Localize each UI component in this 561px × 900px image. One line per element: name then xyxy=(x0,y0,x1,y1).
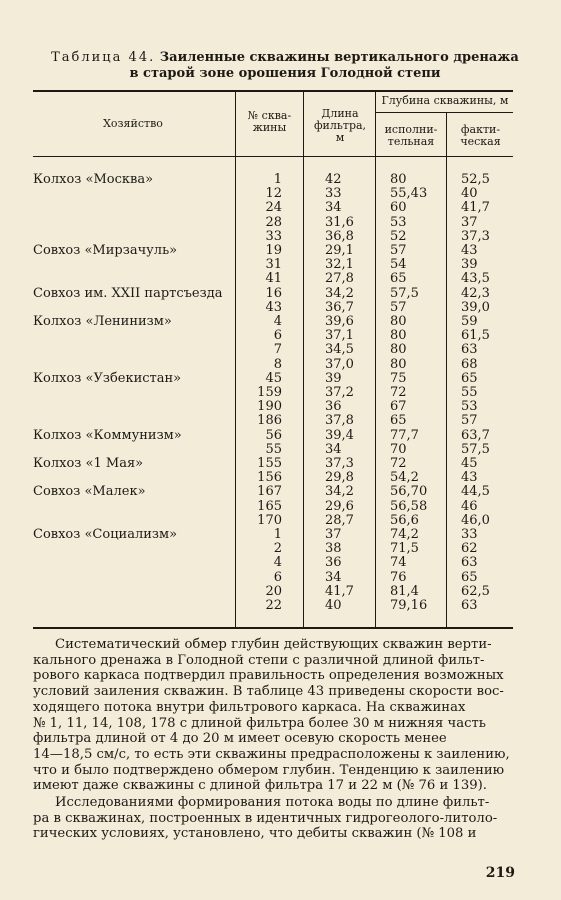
well-number-cell: 167 xyxy=(257,484,282,499)
table-number: Таблица 44. xyxy=(51,50,156,65)
actual-depth-cell: 65 xyxy=(461,570,478,585)
text-line: 14—18,5 см/с, то есть эти скважины предрасположены к заилению, xyxy=(33,746,510,762)
paragraph-2 xyxy=(33,795,513,842)
design-depth-cell: 77,7 xyxy=(390,428,419,443)
design-depth-cell: 57,5 xyxy=(390,286,419,301)
farm-name-cell: Колхоз «Ленинизм» xyxy=(33,314,172,329)
actual-depth-cell: 68 xyxy=(461,357,478,372)
well-number-cell: 190 xyxy=(257,399,282,414)
table-bottom-rule xyxy=(33,627,513,629)
actual-depth-cell: 63 xyxy=(461,598,478,613)
filter-length-cell: 39,4 xyxy=(325,428,354,443)
header-well-number-line1: № сква- xyxy=(247,109,292,122)
actual-depth-cell: 42,3 xyxy=(461,286,490,301)
text-line: гических условиях, установлено, что дебиты скважин (№ 108 и xyxy=(33,826,477,842)
well-number-cell: 1 xyxy=(273,172,282,187)
design-depth-cell: 74 xyxy=(390,555,407,570)
header-design-depth-line1: исполни- xyxy=(384,123,438,136)
well-number-cell: 7 xyxy=(273,342,282,357)
filter-length-cell: 34 xyxy=(325,570,342,585)
design-depth-cell: 81,4 xyxy=(390,584,419,599)
well-number-cell: 8 xyxy=(273,357,282,372)
depth-group-rule xyxy=(375,112,513,113)
farm-name-cell: Совхоз «Малек» xyxy=(33,484,146,499)
page-number: 219 xyxy=(485,865,515,881)
filter-length-cell: 29,1 xyxy=(325,243,354,258)
well-number-cell: 16 xyxy=(265,286,282,301)
farm-name-cell: Совхоз им. XXII партсъезда xyxy=(33,286,223,301)
design-depth-cell: 56,58 xyxy=(390,499,428,514)
column-divider-depth xyxy=(446,113,447,627)
header-actual-depth-line2: ческая xyxy=(460,135,501,148)
design-depth-cell: 80 xyxy=(390,314,407,329)
header-bottom-rule xyxy=(33,156,513,157)
design-depth-cell: 60 xyxy=(390,200,407,215)
header-actual-depth-line1: факти- xyxy=(460,123,501,136)
well-number-cell: 19 xyxy=(265,243,282,258)
filter-length-cell: 37,0 xyxy=(325,357,354,372)
design-depth-cell: 80 xyxy=(390,328,407,343)
text-line: имеют даже скважины с длиной фильтра 17 и 22 м (№ 76 и 139). xyxy=(33,778,487,794)
table-title-line1: Заиленные скважины вертикального дренажа xyxy=(159,50,519,65)
filter-length-cell: 37,3 xyxy=(325,456,354,471)
design-depth-cell: 54 xyxy=(390,257,407,272)
well-number-cell: 41 xyxy=(265,271,282,286)
text-line: рового каркаса подтвердил правильность определения возможных xyxy=(33,668,504,684)
actual-depth-cell: 63 xyxy=(461,555,478,570)
filter-length-cell: 34,2 xyxy=(325,484,354,499)
design-depth-cell: 56,70 xyxy=(390,484,428,499)
actual-depth-cell: 63,7 xyxy=(461,428,490,443)
well-number-cell: 24 xyxy=(265,200,282,215)
design-depth-cell: 72 xyxy=(390,456,407,471)
design-depth-cell: 54,2 xyxy=(390,470,419,485)
farm-name-cell: Колхоз «Москва» xyxy=(33,172,154,187)
well-number-cell: 33 xyxy=(265,229,282,244)
design-depth-cell: 80 xyxy=(390,342,407,357)
text-line: ра в скважинах, построенных в идентичных гидрогеолого-литоло- xyxy=(33,810,498,826)
header-well-number-line2: жины xyxy=(252,121,287,134)
filter-length-cell: 36 xyxy=(325,555,342,570)
well-number-cell: 4 xyxy=(273,314,282,329)
actual-depth-cell: 46 xyxy=(461,499,478,514)
actual-depth-cell: 46,0 xyxy=(461,513,490,528)
design-depth-cell: 52 xyxy=(390,229,407,244)
filter-length-cell: 37,1 xyxy=(325,328,354,343)
filter-length-cell: 36,8 xyxy=(325,229,354,244)
text-line: № 1, 11, 14, 108, 178 с длиной фильтра более 30 м нижняя часть xyxy=(33,715,486,731)
well-number-cell: 186 xyxy=(257,413,282,428)
well-number-cell: 4 xyxy=(273,555,282,570)
column-divider-number xyxy=(303,92,304,627)
filter-length-cell: 34,5 xyxy=(325,342,354,357)
text-line: фильтра длиной от 4 до 20 м имеет осевую скорость менее xyxy=(33,731,447,747)
filter-length-cell: 34,2 xyxy=(325,286,354,301)
well-number-cell: 31 xyxy=(265,257,282,272)
text-line: кального дренажа в Голодной степи с различной длиной фильт- xyxy=(33,652,485,668)
actual-depth-cell: 37,3 xyxy=(461,229,490,244)
well-number-cell: 12 xyxy=(265,186,282,201)
actual-depth-cell: 61,5 xyxy=(461,328,490,343)
column-divider-farm xyxy=(235,92,236,627)
filter-length-cell: 29,6 xyxy=(325,499,354,514)
actual-depth-cell: 63 xyxy=(461,342,478,357)
filter-length-cell: 34 xyxy=(325,200,342,215)
well-number-cell: 20 xyxy=(265,584,282,599)
column-divider-length xyxy=(375,92,376,627)
design-depth-cell: 75 xyxy=(390,371,407,386)
actual-depth-cell: 55 xyxy=(461,385,478,400)
farm-name-cell: Колхоз «Коммунизм» xyxy=(33,428,182,443)
design-depth-cell: 67 xyxy=(390,399,407,414)
design-depth-cell: 79,16 xyxy=(390,598,428,613)
filter-length-cell: 32,1 xyxy=(325,257,354,272)
header-farm: Хозяйство xyxy=(103,117,163,130)
well-number-cell: 170 xyxy=(257,513,282,528)
filter-length-cell: 38 xyxy=(325,541,342,556)
filter-length-cell: 37 xyxy=(325,527,342,542)
farm-name-cell: Совхоз «Социализм» xyxy=(33,527,178,542)
table-title-line2: в старой зоне орошения Голодной степи xyxy=(129,66,441,81)
actual-depth-cell: 59 xyxy=(461,314,478,329)
farm-name-cell: Колхоз «Узбекистан» xyxy=(33,371,182,386)
design-depth-cell: 57 xyxy=(390,300,407,315)
filter-length-cell: 37,8 xyxy=(325,413,354,428)
design-depth-cell: 71,5 xyxy=(390,541,419,556)
header-depth-group: Глубина скважины, м xyxy=(381,94,509,107)
design-depth-cell: 80 xyxy=(390,172,407,187)
text-line: что и было подтверждено обмером глубин. Тенденцию к заилению xyxy=(33,762,505,778)
design-depth-cell: 76 xyxy=(390,570,407,585)
text-line: Исследованиями формирования потока воды по длине фильт- xyxy=(55,795,490,810)
text-line: условий заиления скважин. В таблице 43 приведены скорости вос- xyxy=(33,684,504,700)
actual-depth-cell: 33 xyxy=(461,527,478,542)
filter-length-cell: 31,6 xyxy=(325,215,354,230)
actual-depth-cell: 62,5 xyxy=(461,584,490,599)
actual-depth-cell: 65 xyxy=(461,371,478,386)
filter-length-cell: 41,7 xyxy=(325,584,354,599)
well-number-cell: 165 xyxy=(257,499,282,514)
filter-length-cell: 37,2 xyxy=(325,385,354,400)
farm-name-cell: Совхоз «Мирзачуль» xyxy=(33,243,178,258)
filter-length-cell: 29,8 xyxy=(325,470,354,485)
well-number-cell: 22 xyxy=(265,598,282,613)
paragraph-1 xyxy=(33,637,513,794)
well-number-cell: 155 xyxy=(257,456,282,471)
design-depth-cell: 56,6 xyxy=(390,513,419,528)
design-depth-cell: 55,43 xyxy=(390,186,428,201)
filter-length-cell: 39,6 xyxy=(325,314,354,329)
design-depth-cell: 53 xyxy=(390,215,407,230)
text-line: ходящего потока внутри фильтрового каркаса. На скважинах xyxy=(33,699,466,715)
design-depth-cell: 65 xyxy=(390,271,407,286)
well-number-cell: 43 xyxy=(265,300,282,315)
design-depth-cell: 57 xyxy=(390,243,407,258)
design-depth-cell: 72 xyxy=(390,385,407,400)
well-number-cell: 6 xyxy=(273,328,282,343)
filter-length-cell: 34 xyxy=(325,442,342,457)
table-top-rule xyxy=(33,90,513,92)
actual-depth-cell: 57,5 xyxy=(461,442,490,457)
actual-depth-cell: 41,7 xyxy=(461,200,490,215)
filter-length-cell: 42 xyxy=(325,172,342,187)
actual-depth-cell: 39 xyxy=(461,257,478,272)
well-number-cell: 2 xyxy=(273,541,282,556)
actual-depth-cell: 37 xyxy=(461,215,478,230)
text-line: Систематический обмер глубин действующих скважин верти- xyxy=(55,637,492,652)
actual-depth-cell: 53 xyxy=(461,399,478,414)
table-caption xyxy=(30,50,540,66)
actual-depth-cell: 44,5 xyxy=(461,484,490,499)
header-filter-line3: м xyxy=(335,131,345,144)
filter-length-cell: 28,7 xyxy=(325,513,354,528)
filter-length-cell: 40 xyxy=(325,598,342,613)
actual-depth-cell: 39,0 xyxy=(461,300,490,315)
well-number-cell: 1 xyxy=(273,527,282,542)
filter-length-cell: 36,7 xyxy=(325,300,354,315)
filter-length-cell: 33 xyxy=(325,186,342,201)
well-number-cell: 56 xyxy=(265,428,282,443)
actual-depth-cell: 52,5 xyxy=(461,172,490,187)
well-number-cell: 6 xyxy=(273,570,282,585)
actual-depth-cell: 43 xyxy=(461,243,478,258)
well-number-cell: 28 xyxy=(265,215,282,230)
header-design-depth-line2: тельная xyxy=(387,135,435,148)
design-depth-cell: 70 xyxy=(390,442,407,457)
design-depth-cell: 80 xyxy=(390,357,407,372)
well-number-cell: 45 xyxy=(265,371,282,386)
design-depth-cell: 74,2 xyxy=(390,527,419,542)
design-depth-cell: 65 xyxy=(390,413,407,428)
actual-depth-cell: 40 xyxy=(461,186,478,201)
well-number-cell: 159 xyxy=(257,385,282,400)
header-filter-line1: Длина xyxy=(321,107,359,120)
well-number-cell: 55 xyxy=(265,442,282,457)
actual-depth-cell: 45 xyxy=(461,456,478,471)
filter-length-cell: 36 xyxy=(325,399,342,414)
actual-depth-cell: 62 xyxy=(461,541,478,556)
filter-length-cell: 27,8 xyxy=(325,271,354,286)
filter-length-cell: 39 xyxy=(325,371,342,386)
well-number-cell: 156 xyxy=(257,470,282,485)
actual-depth-cell: 43,5 xyxy=(461,271,490,286)
header-filter-line2: фильтра, xyxy=(313,119,367,132)
farm-name-cell: Колхоз «1 Мая» xyxy=(33,456,144,471)
actual-depth-cell: 57 xyxy=(461,413,478,428)
actual-depth-cell: 43 xyxy=(461,470,478,485)
